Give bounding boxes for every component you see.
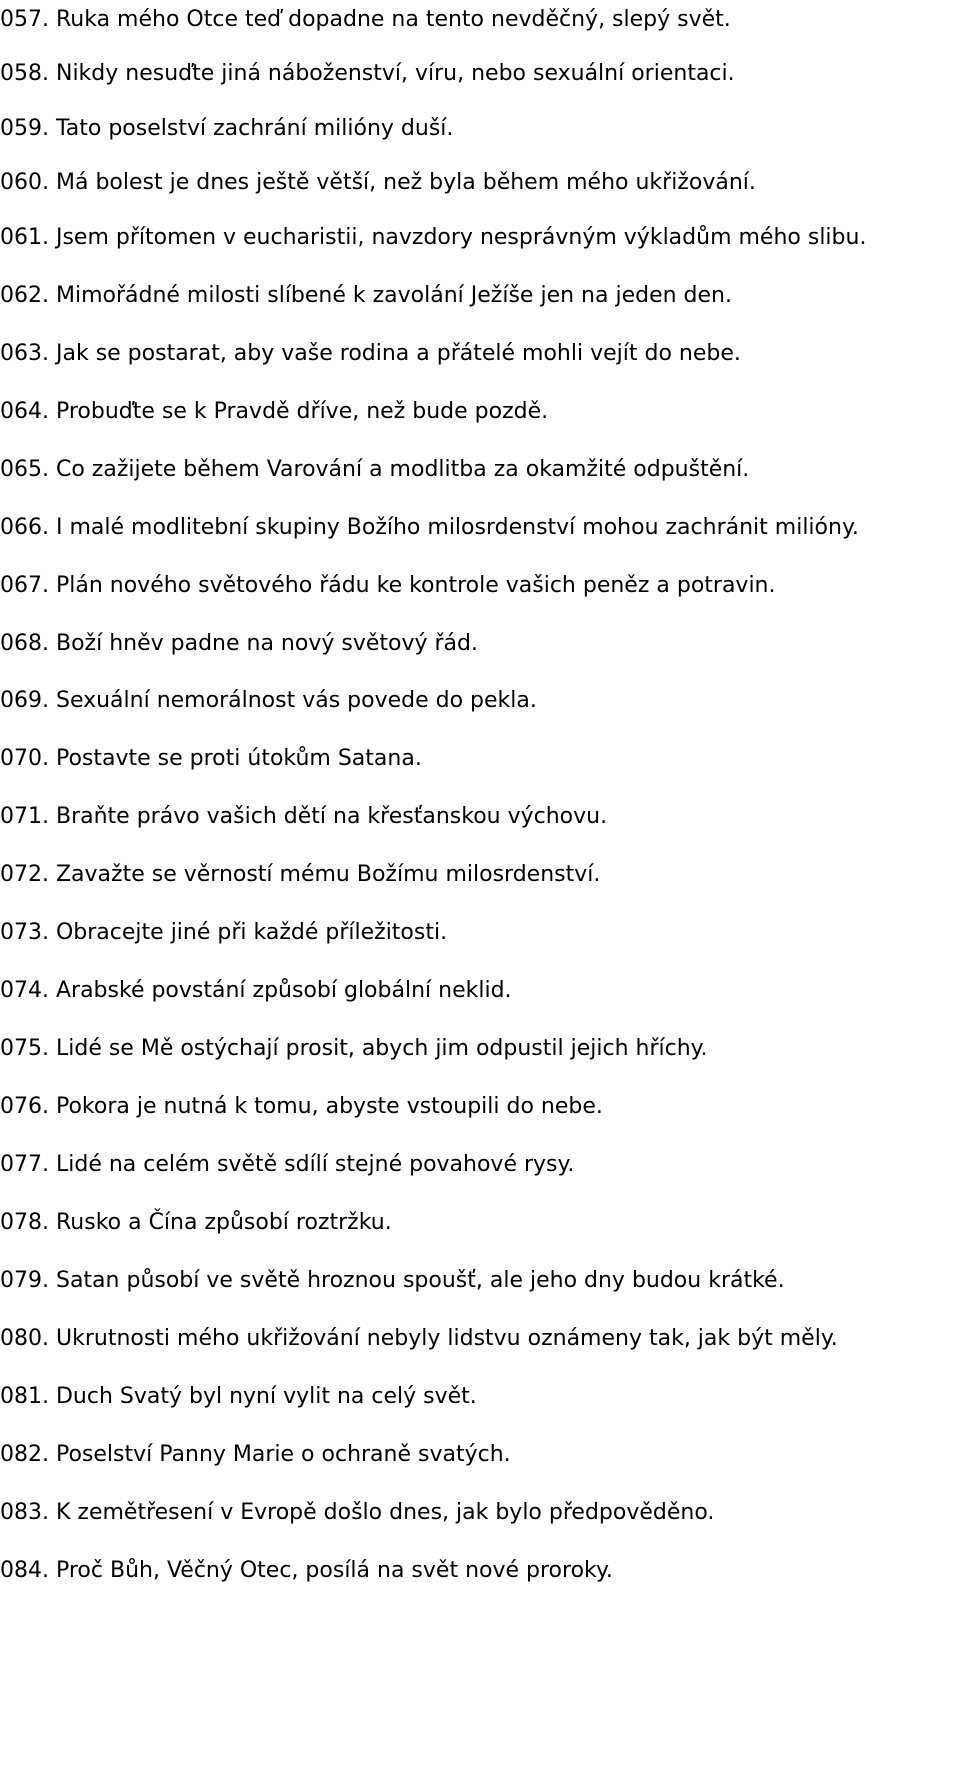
- item-number: 076.: [0, 1094, 49, 1119]
- item-number: 077.: [0, 1152, 49, 1177]
- item-number: 062.: [0, 283, 49, 308]
- item-text: Sexuální nemorálnost vás povede do pekla.: [55, 688, 537, 713]
- list-item: [0, 624, 478, 664]
- list-item: [0, 109, 453, 149]
- item-text: Co zažijete během Varování a modlitba za okamžité odpuštění.: [55, 457, 750, 482]
- list-item: [0, 797, 607, 837]
- item-number: 058.: [0, 61, 49, 86]
- item-number: 082.: [0, 1442, 49, 1467]
- item-text: Proč Bůh, Věčný Otec, posílá na svět nové proroky.: [55, 1558, 613, 1583]
- item-text: Boží hněv padne na nový světový řád.: [55, 631, 478, 656]
- item-text: Lidé se Mě ostýchají prosit, abych jim odpustil jejich hříchy.: [55, 1036, 708, 1061]
- item-number: 066.: [0, 515, 49, 540]
- list-item: [0, 54, 735, 94]
- item-text: Satan působí ve světě hroznou spoušť, ale jeho dny budou krátké.: [55, 1268, 785, 1293]
- list-item: [0, 971, 512, 1011]
- item-number: 071.: [0, 804, 49, 829]
- item-text: Nikdy nesuďte jiná náboženství, víru, nebo sexuální orientaci.: [55, 61, 735, 86]
- list-item: [0, 1087, 603, 1127]
- item-number: 072.: [0, 862, 49, 887]
- list-item: [0, 450, 749, 490]
- item-number: 073.: [0, 920, 49, 945]
- item-number: 070.: [0, 746, 49, 771]
- list-item: [0, 508, 859, 548]
- item-text: K zemětřesení v Evropě došlo dnes, jak bylo předpověděno.: [55, 1500, 715, 1525]
- list-item: [0, 1377, 477, 1417]
- item-text: Tato poselství zachrání milióny duší.: [55, 116, 454, 141]
- list-item: [0, 1551, 613, 1591]
- item-number: 075.: [0, 1036, 49, 1061]
- item-text: Duch Svatý byl nyní vylit na celý svět.: [55, 1384, 477, 1409]
- item-text: Poselství Panny Marie o ochraně svatých.: [55, 1442, 511, 1467]
- list-item: [0, 739, 422, 779]
- list-item: [0, 913, 447, 953]
- item-text: Jak se postarat, aby vaše rodina a přátelé mohli vejít do nebe.: [55, 341, 741, 366]
- item-number: 061.: [0, 225, 49, 250]
- item-text: Pokora je nutná k tomu, abyste vstoupili do nebe.: [55, 1094, 603, 1119]
- item-number: 084.: [0, 1558, 49, 1583]
- list-item: [0, 1261, 785, 1301]
- list-item: [0, 1493, 714, 1533]
- item-number: 067.: [0, 573, 49, 598]
- item-text: Probuďte se k Pravdě dříve, než bude pozdě.: [55, 399, 549, 424]
- item-text: Mimořádné milosti slíbené k zavolání Ježíše jen na jeden den.: [55, 283, 732, 308]
- item-number: 064.: [0, 399, 49, 424]
- list-item: [0, 1435, 511, 1475]
- item-number: 069.: [0, 688, 49, 713]
- item-text: Zavažte se věrností mému Božímu milosrdenství.: [55, 862, 601, 887]
- item-number: 078.: [0, 1210, 49, 1235]
- item-number: 083.: [0, 1500, 49, 1525]
- list-item: [0, 1203, 392, 1243]
- item-number: 079.: [0, 1268, 49, 1293]
- item-text: Rusko a Čína způsobí roztržku.: [55, 1210, 392, 1235]
- item-number: 080.: [0, 1326, 49, 1351]
- item-number: 065.: [0, 457, 49, 482]
- item-number: 063.: [0, 341, 49, 366]
- list-item: [0, 1145, 574, 1185]
- list-item: [0, 163, 756, 203]
- item-number: 081.: [0, 1384, 49, 1409]
- item-text: Jsem přítomen v eucharistii, navzdory nesprávným výkladům mého slibu.: [55, 225, 867, 250]
- list-item: [0, 566, 776, 606]
- item-number: 057.: [0, 7, 49, 32]
- item-text: Plán nového světového řádu ke kontrole vašich peněz a potravin.: [55, 573, 776, 598]
- list-item: [0, 334, 741, 374]
- item-number: 060.: [0, 170, 49, 195]
- list-item: [0, 855, 600, 895]
- item-text: Braňte právo vašich dětí na křesťanskou výchovu.: [55, 804, 608, 829]
- item-text: I malé modlitební skupiny Božího milosrdenství mohou zachránit milióny.: [55, 515, 859, 540]
- list-item: [0, 392, 548, 432]
- item-text: Postavte se proti útokům Satana.: [55, 746, 422, 771]
- item-text: Má bolest je dnes ještě větší, než byla během mého ukřižování.: [55, 170, 756, 195]
- item-text: Arabské povstání způsobí globální neklid.: [55, 978, 512, 1003]
- list-item: [0, 681, 537, 721]
- item-text: Obracejte jiné při každé příležitosti.: [55, 920, 448, 945]
- list-item: [0, 1029, 708, 1069]
- item-text: Ruka mého Otce teď dopadne na tento nevděčný, slepý svět.: [55, 7, 731, 32]
- item-number: 074.: [0, 978, 49, 1003]
- item-text: Lidé na celém světě sdílí stejné povahové rysy.: [55, 1152, 575, 1177]
- list-item: [0, 276, 732, 316]
- item-text: Ukrutnosti mého ukřižování nebyly lidstvu oznámeny tak, jak být měly.: [55, 1326, 838, 1351]
- list-item: [0, 0, 731, 40]
- item-number: 059.: [0, 116, 49, 141]
- list-item: [0, 218, 866, 258]
- item-number: 068.: [0, 631, 49, 656]
- list-item: [0, 1319, 838, 1359]
